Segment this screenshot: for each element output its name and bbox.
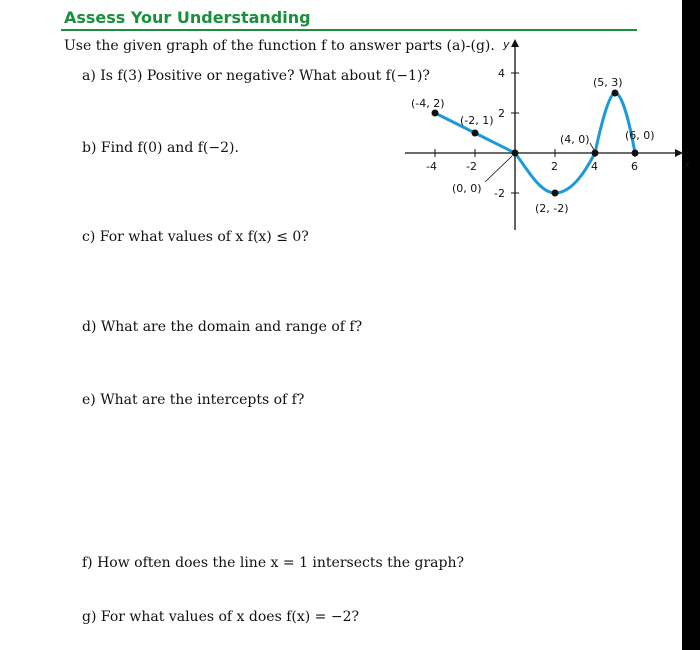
y-tick-2: 2 [498, 107, 505, 120]
label-origin: (0, 0) [452, 182, 482, 195]
point-neg2-1 [472, 130, 479, 137]
label-neg2-1: (-2, 1) [460, 114, 494, 127]
point-6-0 [632, 150, 639, 157]
point-origin [512, 150, 519, 157]
question-f: f) How often does the line x = 1 intersects the graph? [82, 555, 464, 571]
label-6-0: (6, 0) [625, 129, 655, 142]
function-curve [435, 93, 635, 193]
question-a: a) Is f(3) Positive or negative? What about f(−1)? [82, 68, 430, 84]
question-d: d) What are the domain and range of f? [82, 319, 363, 335]
question-b: b) Find f(0) and f(−2). [82, 140, 239, 156]
instructions: Use the given graph of the function f to answer parts (a)-(g). [64, 38, 495, 54]
question-c: c) For what values of x f(x) ≤ 0? [82, 229, 309, 245]
label-5-3: (5, 3) [593, 76, 623, 89]
question-g: g) For what values of x does f(x) = −2? [82, 609, 359, 625]
x-axis-label: x [684, 158, 691, 171]
x-tick-2: 2 [551, 160, 558, 173]
label-2-neg2: (2, -2) [535, 202, 569, 215]
x-axis-arrow [675, 149, 683, 157]
x-tick-4: 4 [591, 160, 598, 173]
y-axis-label: y [503, 38, 510, 51]
point-5-3 [612, 90, 619, 97]
point-neg4-2 [432, 110, 439, 117]
x-tick-6: 6 [631, 160, 638, 173]
point-2-neg2 [552, 190, 559, 197]
section-heading: Assess Your Understanding [64, 8, 311, 27]
y-tick-4: 4 [498, 67, 505, 80]
point-4-0 [592, 150, 599, 157]
label-neg4-2: (-4, 2) [411, 97, 445, 110]
question-e: e) What are the intercepts of f? [82, 392, 305, 408]
x-tick-neg4: -4 [426, 160, 437, 173]
y-axis-arrow [511, 39, 519, 47]
y-tick-neg2: -2 [494, 187, 505, 200]
x-tick-neg2: -2 [466, 160, 477, 173]
label-4-0: (4, 0) [560, 133, 590, 146]
